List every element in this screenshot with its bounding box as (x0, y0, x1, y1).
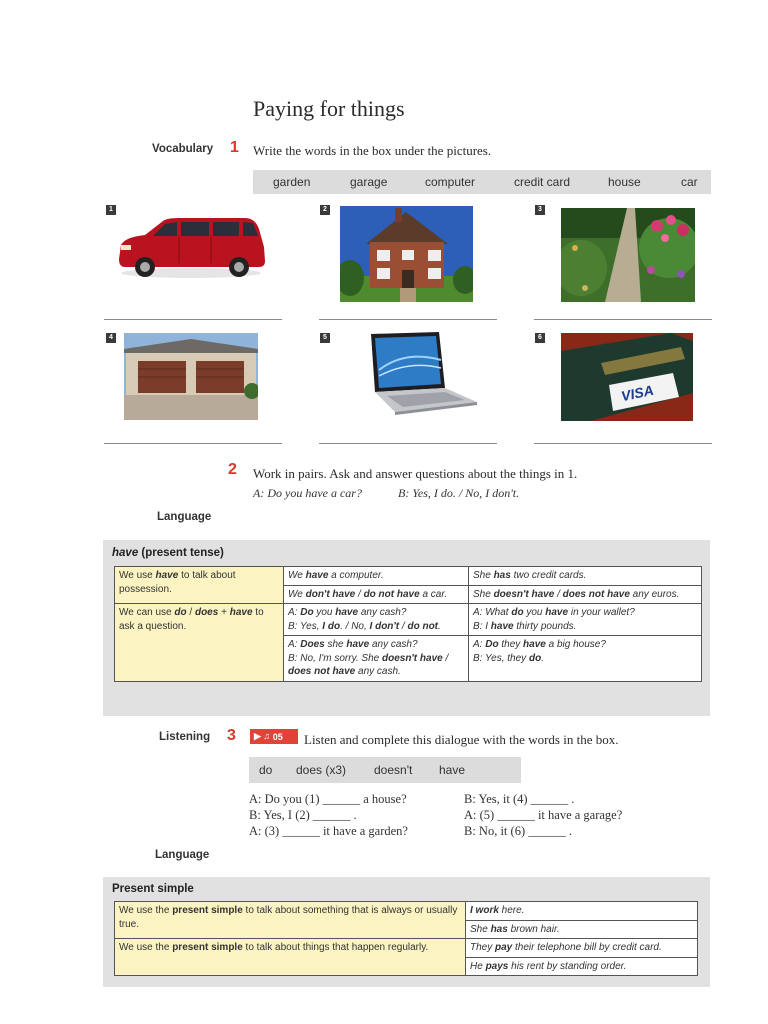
example-cell: I work here. (466, 902, 698, 921)
example-cell: We have a computer. (284, 567, 469, 586)
example-question: A: Do you have a car? (253, 486, 362, 500)
dialogue-line-3: A: (3) ______ it have a garden? (249, 824, 408, 838)
table-row (115, 604, 702, 636)
dialogue-line-2: B: Yes, I (2) ______ . (249, 808, 357, 822)
visa-logo: VISA (619, 381, 655, 405)
word-credit-card: credit card (514, 175, 571, 189)
answer-line-1[interactable] (104, 319, 282, 320)
table-row (115, 902, 698, 921)
language-label-1: Language (157, 511, 212, 523)
audio-track-button[interactable] (250, 729, 298, 744)
word-house: house (608, 175, 641, 189)
grammar-title-present-simple: Present simple (112, 883, 194, 895)
example-cell: We don't have / do not have a car. (284, 585, 469, 604)
example-answer: B: Yes, I do. / No, I don't. (398, 486, 520, 500)
word-car: car (681, 175, 698, 189)
table-row (115, 567, 702, 586)
grammar-title-have: have (present tense) (112, 547, 224, 559)
picture-number-2: 2 (320, 205, 330, 215)
example-cell: A: Do you have any cash? B: Yes, I do. / No, I don't / do not. (284, 604, 469, 636)
page-title: Paying for things (253, 96, 405, 121)
grammar-table-present-simple (114, 901, 698, 976)
example-cell: She doesn't have / does not have any euros. (469, 585, 702, 604)
table-row (115, 939, 698, 958)
answer-line-3[interactable] (534, 319, 712, 320)
picture-number-6: 6 (535, 333, 545, 343)
word-doesnt: doesn't (374, 763, 413, 777)
credit-card-picture (561, 333, 693, 421)
dialogue-line-4: B: Yes, it (4) ______ . (464, 792, 575, 806)
word-garden: garden (273, 175, 311, 189)
example-cell: A: Does she have any cash? B: No, I'm sorry. She doesn't have / does not have any cash. (284, 636, 469, 682)
answer-line-4[interactable] (104, 443, 282, 444)
rule-question: We can use do / does + have to ask a question. (115, 604, 284, 682)
answer-line-6[interactable] (534, 443, 712, 444)
vocabulary-word-box (253, 170, 711, 194)
language-label-2: Language (155, 849, 210, 861)
example-cell: A: What do you have in your wallet? B: I have thirty pounds. (469, 604, 702, 636)
example-cell: She has two credit cards. (469, 567, 702, 586)
exercise-2-number: 2 (228, 461, 237, 478)
picture-number-3: 3 (535, 205, 545, 215)
dialogue-line-1: A: Do you (1) ______ a house? (249, 792, 407, 806)
example-cell: They pay their telephone bill by credit card. (466, 939, 698, 958)
word-computer: computer (425, 175, 476, 189)
example-cell: A: Do they have a big house? B: Yes, they do. (469, 636, 702, 682)
audio-track-number: 05 (272, 731, 283, 742)
house-picture (340, 206, 473, 302)
car-picture (115, 215, 267, 280)
word-does: does (x3) (296, 763, 347, 777)
rule-possession: We use have to talk about possession. (115, 567, 284, 604)
vocabulary-label: Vocabulary (152, 143, 214, 155)
exercise-1-number: 1 (230, 139, 239, 156)
exercise-3-number: 3 (227, 727, 236, 744)
laptop-picture (365, 330, 479, 416)
listening-word-box (249, 757, 521, 783)
word-garage: garage (350, 175, 388, 189)
exercise-2-instruction: Work in pairs. Ask and answer questions about the things in 1. (253, 466, 578, 481)
rule-true: We use the present simple to talk about something that is always or usually true. (115, 902, 466, 939)
garden-picture (561, 208, 695, 302)
play-icon: ▶ ♫ (254, 731, 273, 741)
exercise-1-instruction: Write the words in the box under the pictures. (253, 143, 492, 158)
picture-number-4: 4 (106, 333, 116, 343)
dialogue-line-6: B: No, it (6) ______ . (464, 824, 572, 838)
dialogue-line-5: A: (5) ______ it have a garage? (464, 808, 623, 822)
answer-line-5[interactable] (319, 443, 497, 444)
garage-picture (124, 333, 258, 420)
grammar-table-have (114, 566, 702, 682)
listening-label: Listening (159, 731, 211, 743)
word-have: have (439, 763, 466, 777)
example-cell: He pays his rent by standing order. (466, 957, 698, 976)
picture-number-5: 5 (320, 333, 330, 343)
example-cell: She has brown hair. (466, 920, 698, 939)
picture-number-1: 1 (106, 205, 116, 215)
answer-line-2[interactable] (319, 319, 497, 320)
exercise-3-instruction: Listen and complete this dialogue with the words in the box. (304, 732, 619, 747)
word-do: do (259, 763, 273, 777)
rule-regular: We use the present simple to talk about things that happen regularly. (115, 939, 466, 976)
